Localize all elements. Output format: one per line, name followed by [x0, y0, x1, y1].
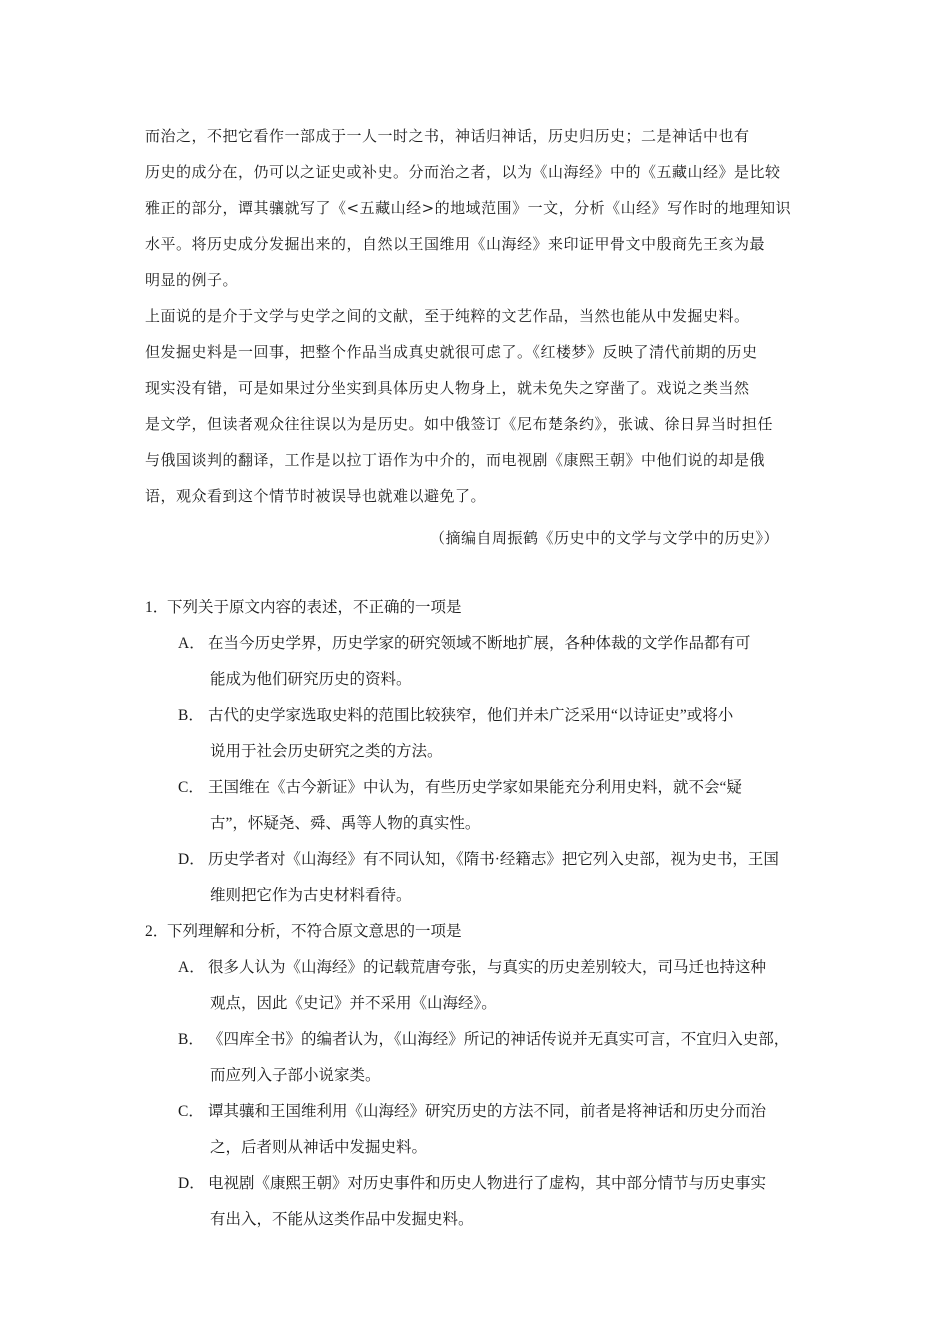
option-b[interactable] — [145, 698, 825, 734]
option-letter: B． — [178, 707, 204, 724]
question-text: 下列关于原文内容的表述，不正确的一项是 — [167, 599, 462, 616]
option-letter: D． — [178, 851, 205, 868]
passage-line: 是文学，但读者观众往往误以为是历史。如中俄签订《尼布楚条约》，张诚、徐日昇当时担任 — [145, 415, 774, 433]
passage-source: （摘编自周振鹤《历史中的文学与文学中的历史》） — [430, 529, 780, 547]
option-text-continued: 而应列入子部小说家类。 — [210, 1067, 381, 1084]
option-text-continued: 说用于社会历史研究之类的方法。 — [210, 743, 443, 760]
option-text-continued: 古”，怀疑尧、舜、禹等人物的真实性。 — [210, 815, 481, 832]
option-letter: A． — [178, 959, 205, 976]
option-d[interactable] — [145, 1166, 825, 1202]
passage-line: 但发掘史料是一回事，把整个作品当成真史就很可虑了。《红楼梦》反映了清代前期的历史 — [145, 343, 758, 361]
passage-line: 而治之，不把它看作一部成于一人一时之书，神话归神话，历史归历史；二是神话中也有 — [145, 127, 750, 145]
option-text-continued: 观点，因此《史记》并不采用《山海经》。 — [210, 995, 497, 1012]
passage-line: 历史的成分在，仍可以之证史或补史。分而治之者，以为《山海经》中的《五藏山经》是比较 — [145, 163, 781, 181]
option-letter: B． — [178, 1031, 204, 1048]
question-number: 1． — [145, 599, 169, 616]
option-text-continued: 有出入，不能从这类作品中发掘史料。 — [210, 1211, 474, 1228]
passage-line: 语，观众看到这个情节时被误导也就难以避免了。 — [145, 487, 487, 505]
passage-line: 上面说的是介于文学与史学之间的文献，至于纯粹的文艺作品，当然也能从中发掘史料。 — [145, 307, 750, 325]
option-b[interactable] — [145, 1022, 825, 1058]
option-a[interactable] — [145, 626, 825, 662]
option-letter: D． — [178, 1175, 205, 1192]
option-text: 《四库全书》的编者认为，《山海经》所记的神话传说并无真实可言，不宜归入史部， — [208, 1031, 790, 1048]
passage-line: 明显的例子。 — [145, 271, 239, 289]
passage-line: 与俄国谈判的翻译，工作是以拉丁语作为中介的，而电视剧《康熙王朝》中他们说的却是俄 — [145, 451, 766, 469]
option-text: 电视剧《康熙王朝》对历史事件和历史人物进行了虚构，其中部分情节与历史事实 — [208, 1175, 767, 1192]
passage-line: 雅正的部分，谭其骧就写了《<五藏山经>的地域范围》一文，分析《山经》写作时的地理知识 — [145, 199, 792, 217]
option-a[interactable] — [145, 950, 825, 986]
question-stem — [145, 590, 825, 626]
option-letter: C． — [178, 1103, 204, 1120]
option-c[interactable] — [145, 1094, 825, 1130]
option-d[interactable] — [145, 842, 825, 878]
question-text: 下列理解和分析，不符合原文意思的一项是 — [167, 923, 462, 940]
passage-line: 现实没有错，可是如果过分坐实到具体历史人物身上，就未免失之穿凿了。戏说之类当然 — [145, 379, 750, 397]
question-number: 2． — [145, 923, 169, 940]
option-text: 历史学者对《山海经》有不同认知，《隋书·经籍志》把它列入史部，视为史书，王国 — [208, 851, 779, 868]
option-text: 王国维在《古今新证》中认为，有些历史学家如果能充分利用史料，就不会“疑 — [208, 779, 742, 796]
option-letter: A． — [178, 635, 205, 652]
option-text: 古代的史学家选取史料的范围比较狭窄，他们并未广泛采用“以诗证史”或将小 — [208, 707, 734, 724]
option-text-continued: 维则把它作为古史材料看待。 — [210, 887, 412, 904]
option-text: 谭其骧和王国维利用《山海经》研究历史的方法不同，前者是将神话和历史分而治 — [208, 1103, 767, 1120]
passage-line: 水平。将历史成分发掘出来的，自然以王国维用《山海经》来印证甲骨文中殷商先王亥为最 — [145, 235, 766, 253]
option-letter: C． — [178, 779, 204, 796]
option-text-continued: 之，后者则从神话中发掘史料。 — [210, 1139, 428, 1156]
option-c[interactable] — [145, 770, 825, 806]
option-text: 很多人认为《山海经》的记载荒唐夸张，与真实的历史差别较大，司马迁也持这种 — [208, 959, 767, 976]
question-list — [145, 590, 825, 1238]
question-stem — [145, 914, 825, 950]
option-text: 在当今历史学界，历史学家的研究领域不断地扩展，各种体裁的文学作品都有可 — [208, 635, 751, 652]
reading-passage — [145, 118, 817, 514]
option-text-continued: 能成为他们研究历史的资料。 — [210, 671, 412, 688]
